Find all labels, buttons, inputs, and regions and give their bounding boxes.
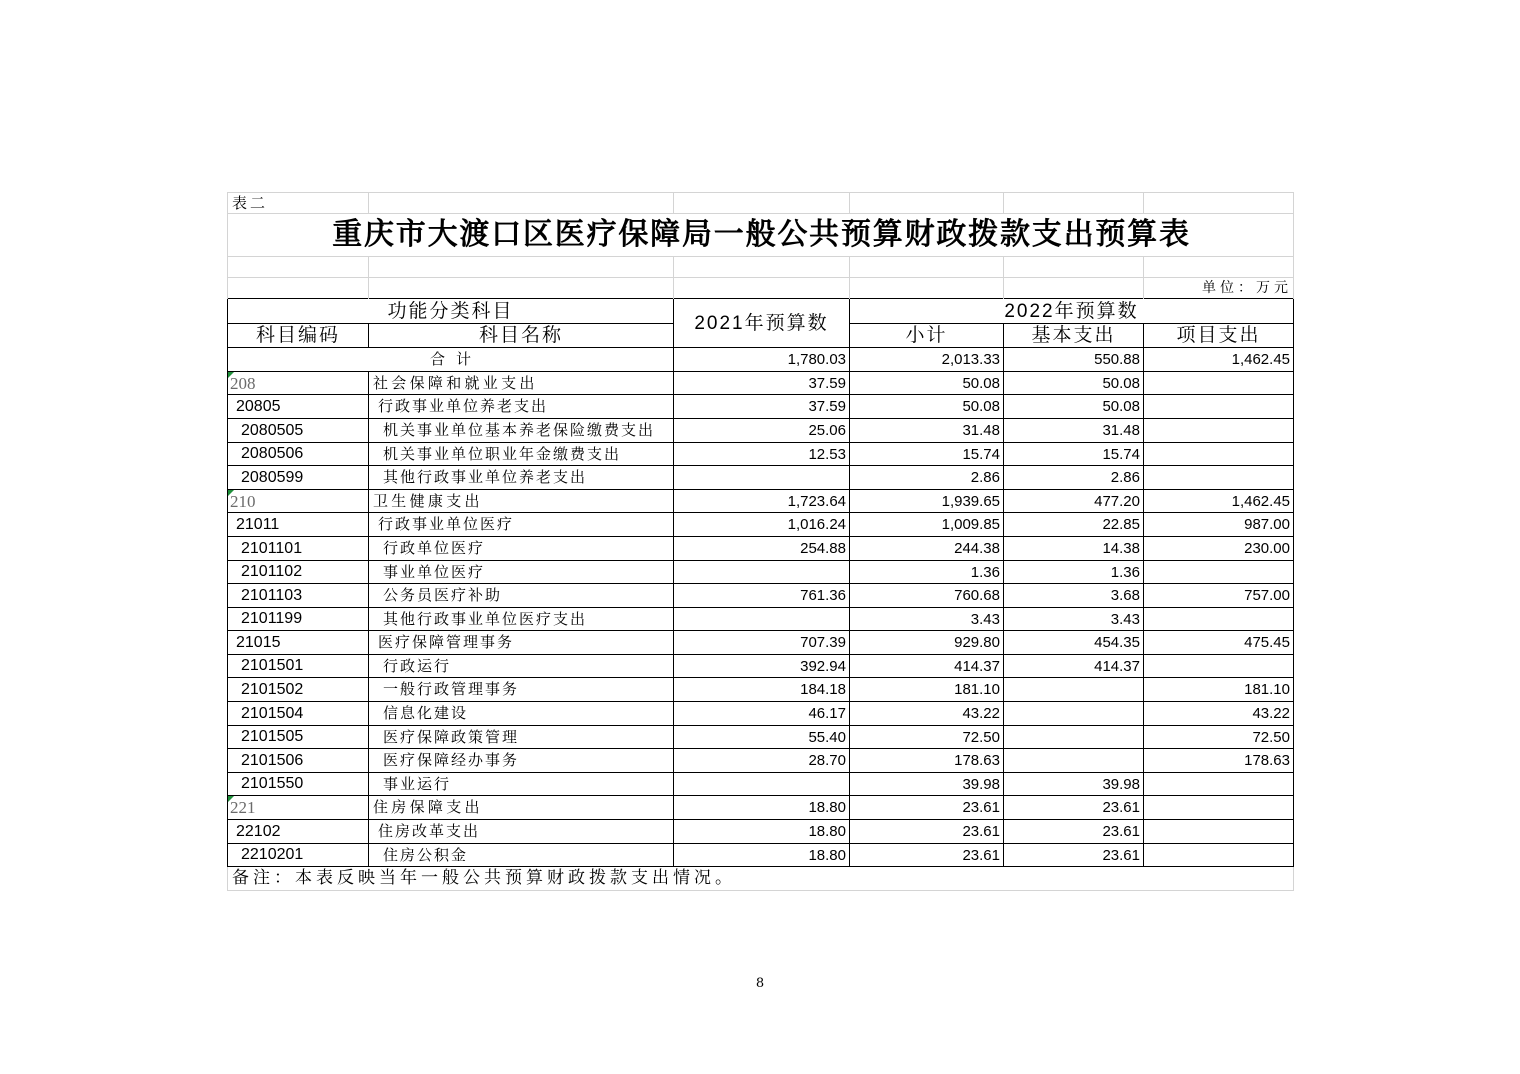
subject-code: 2101550 — [228, 773, 369, 796]
project-expenditure-value: 43.22 — [1144, 702, 1294, 726]
subject-name: 卫生健康支出 — [369, 490, 674, 513]
table-row — [228, 466, 1294, 490]
subject-name: 一般行政管理事务 — [369, 678, 674, 702]
project-expenditure-value: 178.63 — [1144, 749, 1294, 773]
basic-expenditure-value: 31.48 — [1004, 419, 1144, 443]
budget-2021-value: 37.59 — [674, 395, 850, 419]
table-row — [228, 561, 1294, 584]
subject-code: 210 — [230, 491, 256, 511]
header-project-expenditure: 项目支出 — [1144, 324, 1294, 348]
subject-name: 住房保障支出 — [369, 796, 674, 820]
empty-grid-cell — [1004, 257, 1144, 278]
table-row — [228, 773, 1294, 796]
project-expenditure-value: 72.50 — [1144, 726, 1294, 749]
empty-grid-cell — [1144, 257, 1294, 278]
subject-name: 事业单位医疗 — [369, 561, 674, 584]
basic-expenditure-value: 50.08 — [1004, 372, 1144, 395]
total-budget-2021: 1,780.03 — [674, 348, 850, 372]
basic-expenditure-value: 23.61 — [1004, 796, 1144, 820]
basic-expenditure-value: 414.37 — [1004, 655, 1144, 678]
subject-code: 2080599 — [228, 466, 369, 490]
table-row — [228, 537, 1294, 561]
budget-2021-value — [674, 608, 850, 631]
subject-code: 22102 — [228, 820, 369, 844]
header-subject-code: 科目编码 — [228, 324, 369, 348]
table-row — [228, 702, 1294, 726]
empty-grid-cell — [850, 193, 1004, 214]
subtotal-value: 178.63 — [850, 749, 1004, 773]
subtotal-value: 50.08 — [850, 395, 1004, 419]
subject-name: 机关事业单位基本养老保险缴费支出 — [369, 419, 674, 443]
green-triangle-marker-icon — [228, 490, 234, 496]
subject-name: 医疗保障管理事务 — [369, 631, 674, 655]
table-row — [228, 372, 1294, 395]
subtotal-value: 414.37 — [850, 655, 1004, 678]
project-expenditure-value — [1144, 419, 1294, 443]
table-row — [228, 443, 1294, 466]
empty-grid-cell — [674, 278, 850, 299]
empty-grid-cell — [850, 278, 1004, 299]
subject-name: 信息化建设 — [369, 702, 674, 726]
unit-row — [228, 278, 1294, 299]
table-row — [228, 820, 1294, 844]
basic-expenditure-value: 23.61 — [1004, 820, 1144, 844]
project-expenditure-value: 230.00 — [1144, 537, 1294, 561]
subject-name: 其他行政事业单位医疗支出 — [369, 608, 674, 631]
project-expenditure-value — [1144, 372, 1294, 395]
table-row — [228, 844, 1294, 867]
table-row — [228, 584, 1294, 608]
subject-name: 机关事业单位职业年金缴费支出 — [369, 443, 674, 466]
subtotal-value: 3.43 — [850, 608, 1004, 631]
subject-code: 2080506 — [228, 443, 369, 466]
subject-name: 社会保障和就业支出 — [369, 372, 674, 395]
table-label: 表二 — [228, 193, 369, 214]
project-expenditure-value — [1144, 773, 1294, 796]
budget-2021-value: 1,016.24 — [674, 513, 850, 537]
subject-name: 医疗保障经办事务 — [369, 749, 674, 773]
subject-code: 2101101 — [228, 537, 369, 561]
subject-name: 行政事业单位养老支出 — [369, 395, 674, 419]
footnote-row — [228, 867, 1294, 891]
empty-grid-cell — [674, 193, 850, 214]
subtotal-value: 23.61 — [850, 820, 1004, 844]
total-project-expenditure: 1,462.45 — [1144, 348, 1294, 372]
budget-2021-value: 761.36 — [674, 584, 850, 608]
basic-expenditure-value: 3.43 — [1004, 608, 1144, 631]
basic-expenditure-value: 454.35 — [1004, 631, 1144, 655]
empty-grid-cell — [1004, 193, 1144, 214]
table-row — [228, 513, 1294, 537]
subject-name: 行政运行 — [369, 655, 674, 678]
basic-expenditure-value: 23.61 — [1004, 844, 1144, 867]
table-row — [228, 749, 1294, 773]
project-expenditure-value: 987.00 — [1144, 513, 1294, 537]
subject-code: 21015 — [228, 631, 369, 655]
subject-code: 2080505 — [228, 419, 369, 443]
total-row — [228, 348, 1294, 372]
budget-table — [227, 192, 1294, 891]
budget-2021-value: 12.53 — [674, 443, 850, 466]
project-expenditure-value — [1144, 443, 1294, 466]
header-subtotal: 小计 — [850, 324, 1004, 348]
subject-code: 2101506 — [228, 749, 369, 773]
subject-code: 2101102 — [228, 561, 369, 584]
subject-code: 2101504 — [228, 702, 369, 726]
project-expenditure-value — [1144, 608, 1294, 631]
table-row — [228, 631, 1294, 655]
total-basic-expenditure: 550.88 — [1004, 348, 1144, 372]
basic-expenditure-value: 1.36 — [1004, 561, 1144, 584]
subtotal-value: 23.61 — [850, 796, 1004, 820]
subtotal-value: 43.22 — [850, 702, 1004, 726]
subtotal-value: 2.86 — [850, 466, 1004, 490]
subject-code: 2101103 — [228, 584, 369, 608]
budget-2021-value: 392.94 — [674, 655, 850, 678]
document-title: 重庆市大渡口区医疗保障局一般公共预算财政拨款支出预算表 — [228, 214, 1294, 257]
empty-grid-cell — [369, 278, 674, 299]
budget-2021-value: 55.40 — [674, 726, 850, 749]
subject-code: 208 — [230, 373, 256, 393]
footnote: 备注：本表反映当年一般公共预算财政拨款支出情况。 — [228, 867, 1294, 891]
project-expenditure-value — [1144, 466, 1294, 490]
budget-2021-value: 254.88 — [674, 537, 850, 561]
budget-2021-value: 18.80 — [674, 820, 850, 844]
subject-code: 2210201 — [228, 844, 369, 867]
basic-expenditure-value: 50.08 — [1004, 395, 1144, 419]
green-triangle-marker-icon — [228, 796, 234, 802]
spacer-row — [228, 257, 1294, 278]
subtotal-value: 1,009.85 — [850, 513, 1004, 537]
subject-code: 221 — [230, 798, 256, 817]
subject-code: 21011 — [228, 513, 369, 537]
table-row — [228, 678, 1294, 702]
project-expenditure-value: 181.10 — [1144, 678, 1294, 702]
budget-2021-value: 184.18 — [674, 678, 850, 702]
basic-expenditure-value: 22.85 — [1004, 513, 1144, 537]
project-expenditure-value: 475.45 — [1144, 631, 1294, 655]
project-expenditure-value — [1144, 655, 1294, 678]
subject-name: 医疗保障政策管理 — [369, 726, 674, 749]
table-row — [228, 726, 1294, 749]
subtotal-value: 181.10 — [850, 678, 1004, 702]
basic-expenditure-value: 3.68 — [1004, 584, 1144, 608]
subject-code: 2101199 — [228, 608, 369, 631]
project-expenditure-value — [1144, 796, 1294, 820]
subject-name: 住房公积金 — [369, 844, 674, 867]
budget-2021-value: 18.80 — [674, 844, 850, 867]
table-row — [228, 796, 1294, 820]
header-functional-classification: 功能分类科目 — [228, 299, 674, 324]
budget-2021-value: 37.59 — [674, 372, 850, 395]
basic-expenditure-value: 39.98 — [1004, 773, 1144, 796]
basic-expenditure-value — [1004, 749, 1144, 773]
total-label: 合计 — [228, 348, 674, 372]
budget-2021-value — [674, 773, 850, 796]
header-budget-2022: 2022年预算数 — [850, 299, 1294, 324]
subtotal-value: 23.61 — [850, 844, 1004, 867]
budget-2021-value: 1,723.64 — [674, 490, 850, 513]
budget-2021-value — [674, 466, 850, 490]
empty-grid-cell — [228, 278, 369, 299]
header-row-1 — [228, 299, 1294, 324]
empty-grid-cell — [674, 257, 850, 278]
header-subject-name: 科目名称 — [369, 324, 674, 348]
subtotal-value: 1,939.65 — [850, 490, 1004, 513]
subtotal-value: 31.48 — [850, 419, 1004, 443]
total-subtotal: 2,013.33 — [850, 348, 1004, 372]
basic-expenditure-value — [1004, 702, 1144, 726]
title-row — [228, 214, 1294, 257]
subject-code-cell — [228, 372, 369, 395]
basic-expenditure-value — [1004, 678, 1144, 702]
budget-2021-value — [674, 561, 850, 584]
basic-expenditure-value: 15.74 — [1004, 443, 1144, 466]
subtotal-value: 1.36 — [850, 561, 1004, 584]
empty-grid-cell — [1004, 278, 1144, 299]
empty-grid-cell — [369, 257, 674, 278]
table-row — [228, 419, 1294, 443]
budget-2021-value: 707.39 — [674, 631, 850, 655]
budget-2021-value: 18.80 — [674, 796, 850, 820]
basic-expenditure-value — [1004, 726, 1144, 749]
empty-grid-cell — [228, 257, 369, 278]
empty-grid-cell — [369, 193, 674, 214]
page-number: 8 — [755, 976, 765, 991]
budget-2021-value: 46.17 — [674, 702, 850, 726]
empty-grid-cell — [1144, 193, 1294, 214]
basic-expenditure-value: 14.38 — [1004, 537, 1144, 561]
subject-code: 2101501 — [228, 655, 369, 678]
header-basic-expenditure: 基本支出 — [1004, 324, 1144, 348]
subject-code: 2101505 — [228, 726, 369, 749]
label-row — [228, 193, 1294, 214]
budget-2021-value: 25.06 — [674, 419, 850, 443]
subtotal-value: 15.74 — [850, 443, 1004, 466]
subtotal-value: 760.68 — [850, 584, 1004, 608]
unit-label: 单位：万元 — [1144, 278, 1294, 299]
subtotal-value: 72.50 — [850, 726, 1004, 749]
subject-name: 公务员医疗补助 — [369, 584, 674, 608]
subject-name: 事业运行 — [369, 773, 674, 796]
project-expenditure-value: 757.00 — [1144, 584, 1294, 608]
subtotal-value: 929.80 — [850, 631, 1004, 655]
subject-name: 行政单位医疗 — [369, 537, 674, 561]
budget-2021-value: 28.70 — [674, 749, 850, 773]
subtotal-value: 39.98 — [850, 773, 1004, 796]
project-expenditure-value — [1144, 561, 1294, 584]
empty-grid-cell — [850, 257, 1004, 278]
table-row — [228, 655, 1294, 678]
subject-code-cell — [228, 796, 369, 820]
table-row — [228, 608, 1294, 631]
subject-code: 20805 — [228, 395, 369, 419]
basic-expenditure-value: 477.20 — [1004, 490, 1144, 513]
subject-name: 其他行政事业单位养老支出 — [369, 466, 674, 490]
table-row — [228, 395, 1294, 419]
project-expenditure-value — [1144, 820, 1294, 844]
subject-name: 行政事业单位医疗 — [369, 513, 674, 537]
table-row — [228, 490, 1294, 513]
subtotal-value: 50.08 — [850, 372, 1004, 395]
subtotal-value: 244.38 — [850, 537, 1004, 561]
subject-code-cell — [228, 490, 369, 513]
subject-name: 住房改革支出 — [369, 820, 674, 844]
project-expenditure-value — [1144, 844, 1294, 867]
project-expenditure-value — [1144, 395, 1294, 419]
header-budget-2021: 2021年预算数 — [674, 299, 850, 348]
subject-code: 2101502 — [228, 678, 369, 702]
basic-expenditure-value: 2.86 — [1004, 466, 1144, 490]
project-expenditure-value: 1,462.45 — [1144, 490, 1294, 513]
green-triangle-marker-icon — [228, 372, 234, 378]
